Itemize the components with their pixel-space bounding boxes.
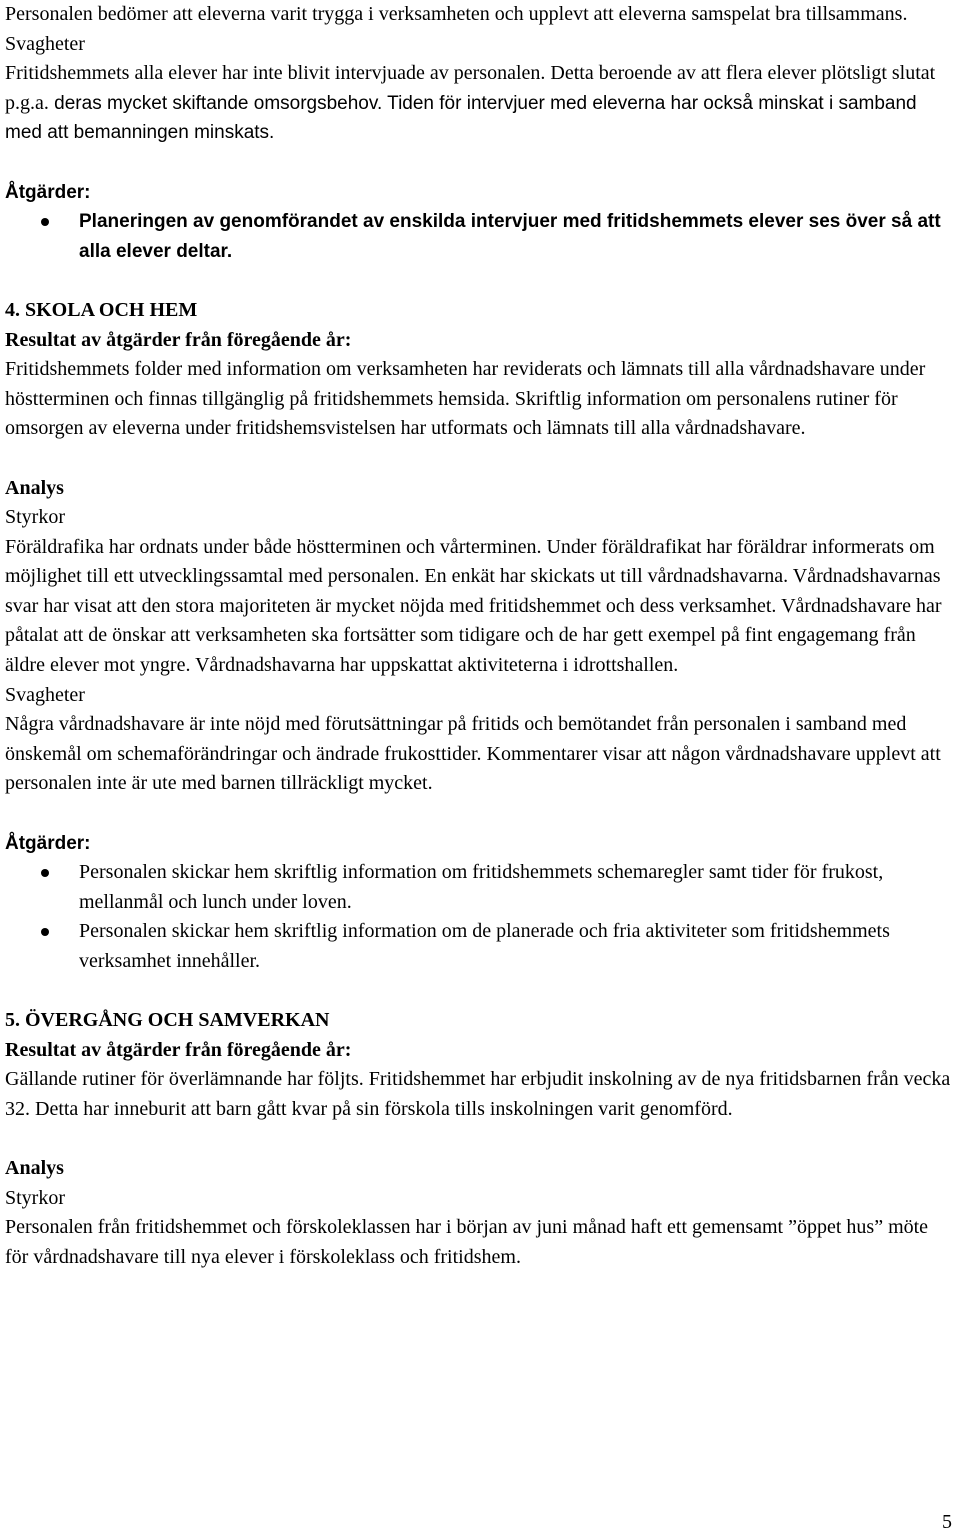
styrkor-label: Styrkor [5,506,65,529]
styrkor-label: Styrkor [5,1186,65,1209]
spacer [5,148,955,178]
section-heading: 4. SKOLA OCH HEM [5,298,198,321]
analys-label: Analys [5,476,64,499]
result-paragraph: Fritidshemmets folder med information om verksamheten har reviderats och lämnats till alla vårdnadshavare under höstterminen och finnas tillgänglig på fritidshemmets hemsida. Skriftlig information om personalens rutiner för omsorgen av eleverna under fritidshemsvistelsen har utformats och lämnats till alla vårdnadshavare. [5,358,926,440]
list-item [5,917,955,976]
result-paragraph: Gällande rutiner för överlämnande har följts. Fritidshemmet har erbjudit inskolning av de nya fritidsbarnen från vecka 32. Detta har inneburit att barn gått kvar på sin förskola tills inskolningen varit genomförd. [5,1068,951,1120]
list-item [5,858,955,917]
svagheter-text-serif: Fritidshemmets alla elever har inte blivit intervjuade av personalen. Detta beroende av att flera elever plötsligt slutat p.g.a. [5,62,936,114]
styrkor-paragraph: Personalen från fritidshemmet och förskoleklassen har i början av juni månad haft ett gemensamt ”öppet hus” möte för vårdnadshavare till nya elever i förskoleklass och fritidshem. [5,1216,929,1268]
svagheter-paragraph: Några vårdnadshavare är inte nöjd med förutsättningar på fritids och bemötandet från personalen i samband med önskemål om schemaförändringar och ändrade frukosttider. Kommentarer visar att någon vårdnadshavare upplevt att personalen inte är ute med barnen tillräckligt mycket. [5,713,941,795]
bullet-icon [41,869,49,877]
analys-label: Analys [5,1157,64,1180]
list-item [5,207,955,266]
atgarder-list [5,207,955,266]
svagheter-label: Svagheter [5,32,85,55]
list-item-text: Personalen skickar hem skriftlig information om de planerade och fria aktiviteter som fritidshemmets verksamhet innehåller. [79,920,890,972]
intro-paragraph: Personalen bedömer att eleverna varit trygga i verksamheten och upplevt att eleverna samspelat bra tillsammans. [5,3,908,25]
svagheter-label: Svagheter [5,683,85,706]
svagheter-paragraph [5,59,955,148]
atgarder-label: Åtgärder: [5,181,91,203]
spacer [5,1125,955,1155]
document-page [5,0,955,1273]
spacer [5,444,955,474]
list-item-text: Personalen skickar hem skriftlig information om fritidshemmets schemaregler samt tider för frukost, mellanmål och lunch under loven. [79,861,884,913]
atgarder-list [5,858,955,976]
page-number: 5 [942,1511,952,1533]
section-heading: 5. ÖVERGÅNG OCH SAMVERKAN [5,1009,330,1032]
spacer [5,266,955,296]
bullet-icon [41,928,49,936]
styrkor-paragraph: Föräldrafika har ordnats under både höstterminen och vårterminen. Under föräldrafikat har föräldrar informerats om möjlighet till ett utvecklingssamtal med personalen. En enkät har skickats ut till vårdnadshavarna. Vårdnadshavarnas svar har visat att den stora majoriteten är mycket nöjda med fritidshemmet och dess verksamhet. Vårdnadshavare har påtalat att de önskar att verksamheten ska fortsätter som tidigare och de har gett exempel på fint engagemang från äldre elever mot yngre. Vårdnadshavarna har uppskattat aktiviteterna i idrottshallen. [5,535,942,677]
bullet-icon [41,218,49,226]
result-label: Resultat av åtgärder från föregående år: [5,1038,352,1061]
list-item-text: Planeringen av genomförandet av enskilda intervjuer med fritidshemmets elever ses över så att alla elever deltar. [79,211,941,262]
atgarder-label: Åtgärder: [5,832,91,854]
svagheter-text-sans: deras mycket skiftande omsorgsbehov. Tiden för intervjuer med eleverna har också minskat i samband med att bemanningen minskats. [5,92,917,144]
result-label: Resultat av åtgärder från föregående år: [5,328,352,351]
spacer [5,977,955,1007]
spacer [5,799,955,829]
